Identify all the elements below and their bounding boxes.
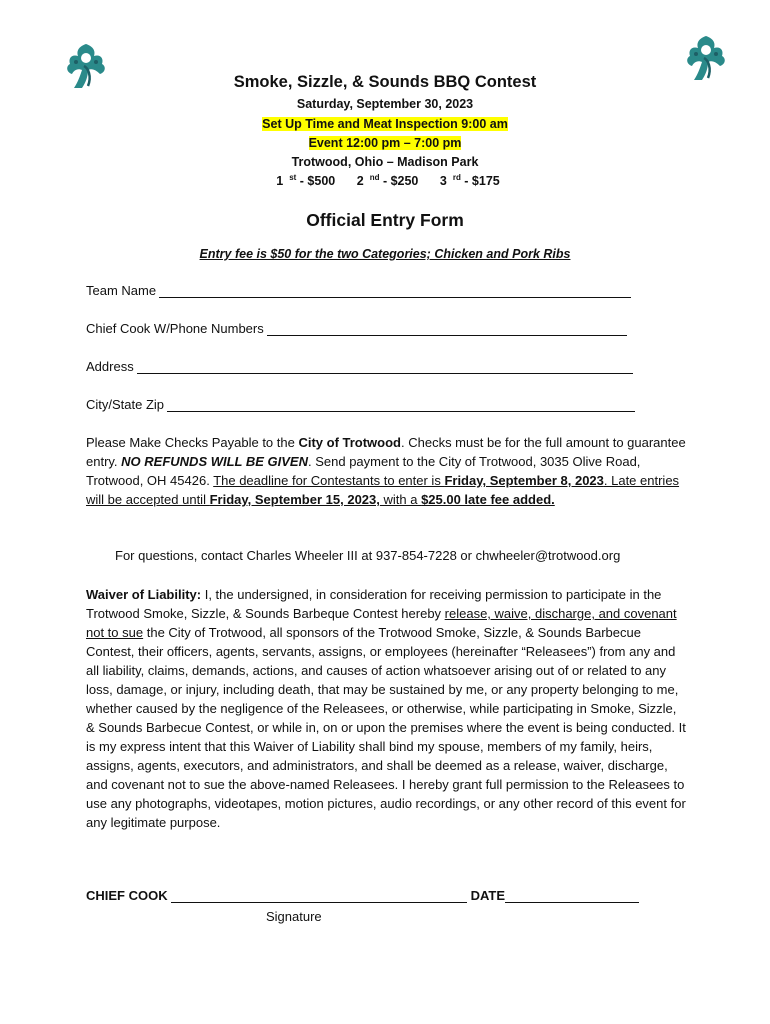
contact-info: For questions, contact Charles Wheeler III at 937-854-7228 or chwheeler@trotwood.org [115, 548, 621, 563]
city-state-zip-field[interactable] [86, 397, 635, 412]
team-name-field[interactable] [86, 283, 631, 298]
event-time: Event 12:00 pm – 7:00 pm [308, 136, 462, 150]
prize-second: 2 $^{nd}$ - $250 [356, 173, 419, 188]
setup-time: Set Up Time and Meat Inspection 9:00 am [262, 117, 508, 131]
contest-location: Trotwood, Ohio – Madison Park [291, 155, 479, 169]
contest-title: Smoke, Sizzle, & Sounds BBQ Contest [233, 73, 537, 91]
chief-cook-line[interactable] [267, 321, 627, 336]
prize-third: 3 $^{rd}$ - $175 [439, 173, 500, 188]
chief-cook-label: Chief Cook W/Phone Numbers [86, 321, 264, 336]
city-state-zip-line[interactable] [167, 397, 635, 412]
payment-paragraph: Please Make Checks Payable to the City of Trotwood. Checks must be for the full amount to guarantee entry. NO REFUNDS WILL BE GIVEN. Send payment to the City of Trotwood, 3035 Olive Road, Trotwood, OH 45426. The deadline for Contestants to enter is Friday, September 8, 2023. Late entries will be accepted until Friday, September 15, 2023, with a $25.00 late fee added. [86, 435, 686, 507]
address-label: Address [86, 359, 134, 374]
signature-caption: Signature [266, 909, 322, 924]
chief-cook-field[interactable] [86, 321, 627, 336]
prize-first: 1 $^{st}$ - $500 [276, 173, 336, 188]
date-label: DATE [470, 888, 506, 903]
waiver-paragraph: Waiver of Liability: I, the undersigned, in consideration for receiving permission to participate in the Trotwood Smoke, Sizzle, & Sounds Barbeque Contest hereby release, waive, discharge, and covenant not to sue the City of Trotwood, all sponsors of the Trotwood Smoke, Sizzle, & Sounds Barbecue Contest, their officers, agents, servants, assigns, or employees (hereinafter “Releasees”) from any and all liability, claims, demands, actions, and causes of action whatsoever arising out of or related to any loss, damage, or injury, including death, that may be sustained by me, or any property belonging to me, whether caused by the negligence of the Releasees, or otherwise, while participating in Smoke, Sizzle, & Sounds Barbecue Contest, or while in, on or upon the premises where the event is being conducted. It is my express intent that this Waiver of Liability shall bind my spouse, members of my family, heirs, assigns, agents, executors, and administrators, and shall be deemed as a release, waiver, discharge, and covenant not to sue the above-named Releasees. I hereby grant full permission to the Releasees to use any photographs, videotapes, motion pictures, audio recordings, or any other record of this event for any legitimate purpose. [86, 587, 686, 830]
chief-cook-signature-label: CHIEF COOK [86, 888, 168, 903]
date-line[interactable] [505, 888, 639, 903]
city-state-zip-label: City/State Zip [86, 397, 165, 412]
signature-line[interactable] [171, 888, 467, 903]
address-line[interactable] [137, 359, 633, 374]
signature-row [86, 888, 639, 903]
team-name-label: Team Name [86, 283, 157, 298]
team-name-line[interactable] [159, 283, 631, 298]
contest-date: Saturday, September 30, 2023 [296, 97, 474, 111]
prize-list [0, 174, 770, 188]
address-field[interactable] [86, 359, 633, 374]
form-title: Official Entry Form [306, 210, 464, 230]
entry-fee-note: Entry fee is $50 for the two Categories; Chicken and Pork Ribs [199, 247, 571, 261]
